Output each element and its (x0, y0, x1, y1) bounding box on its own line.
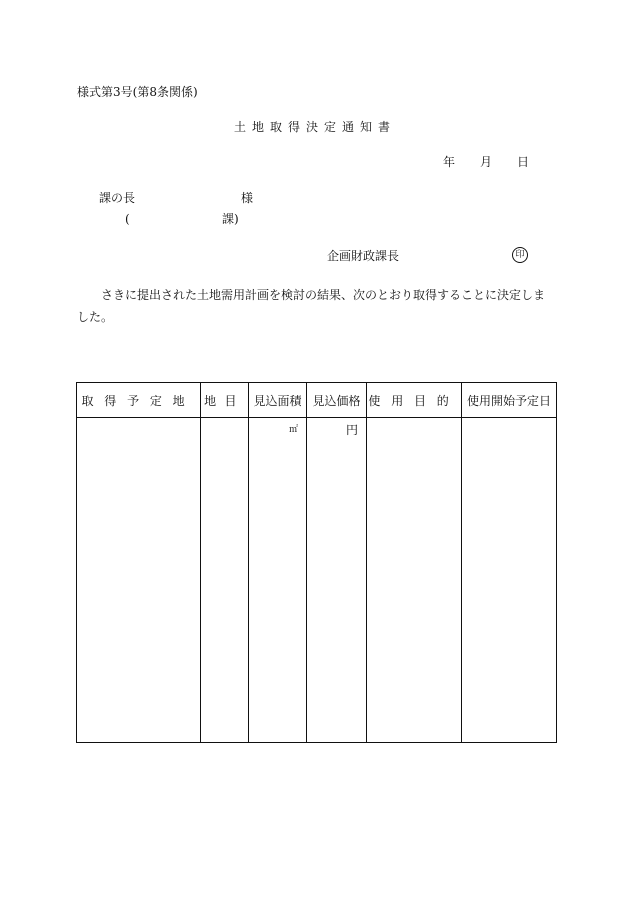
recipient-name: 課の長 (99, 191, 136, 205)
department-open-paren: ( (125, 212, 130, 226)
cell-estimated-price (307, 418, 367, 743)
date-month-label: 月 (480, 155, 493, 169)
department-close: 課) (222, 212, 239, 226)
price-unit: 円 (345, 423, 358, 437)
recipient-department (125, 211, 239, 227)
header-estimated-price: 見込価格 (307, 383, 367, 418)
land-acquisition-table (76, 382, 557, 743)
table-row (77, 418, 557, 743)
header-start-date: 使用開始予定日 (462, 383, 557, 418)
cell-start-date (462, 418, 557, 743)
sender-name: 企画財政課長 (327, 249, 400, 263)
cell-estimated-area (249, 418, 307, 743)
date-day-label: 日 (517, 155, 530, 169)
area-unit: ㎡ (288, 425, 298, 435)
recipient-line (99, 190, 254, 206)
header-estimated-area: 見込面積 (249, 383, 307, 418)
date-line (443, 154, 529, 170)
header-purpose: 使用目的 (367, 383, 462, 418)
cell-planned-site (77, 418, 201, 743)
table-header-row (77, 383, 557, 418)
form-number: 様式第3号(第8条関係) (77, 85, 198, 99)
header-land-category: 地目 (201, 383, 249, 418)
cell-land-category (201, 418, 249, 743)
header-planned-site: 取得予定地 (77, 383, 201, 418)
document-title: 土地取得決定通知書 (233, 120, 396, 134)
cell-purpose (367, 418, 462, 743)
date-year-label: 年 (443, 155, 456, 169)
notice-body-text: さきに提出された土地需用計画を検討の結果、次のとおり取得することに決定しました。 (77, 288, 546, 324)
recipient-honorific: 様 (241, 191, 254, 205)
seal-mark: 印 (512, 247, 528, 263)
